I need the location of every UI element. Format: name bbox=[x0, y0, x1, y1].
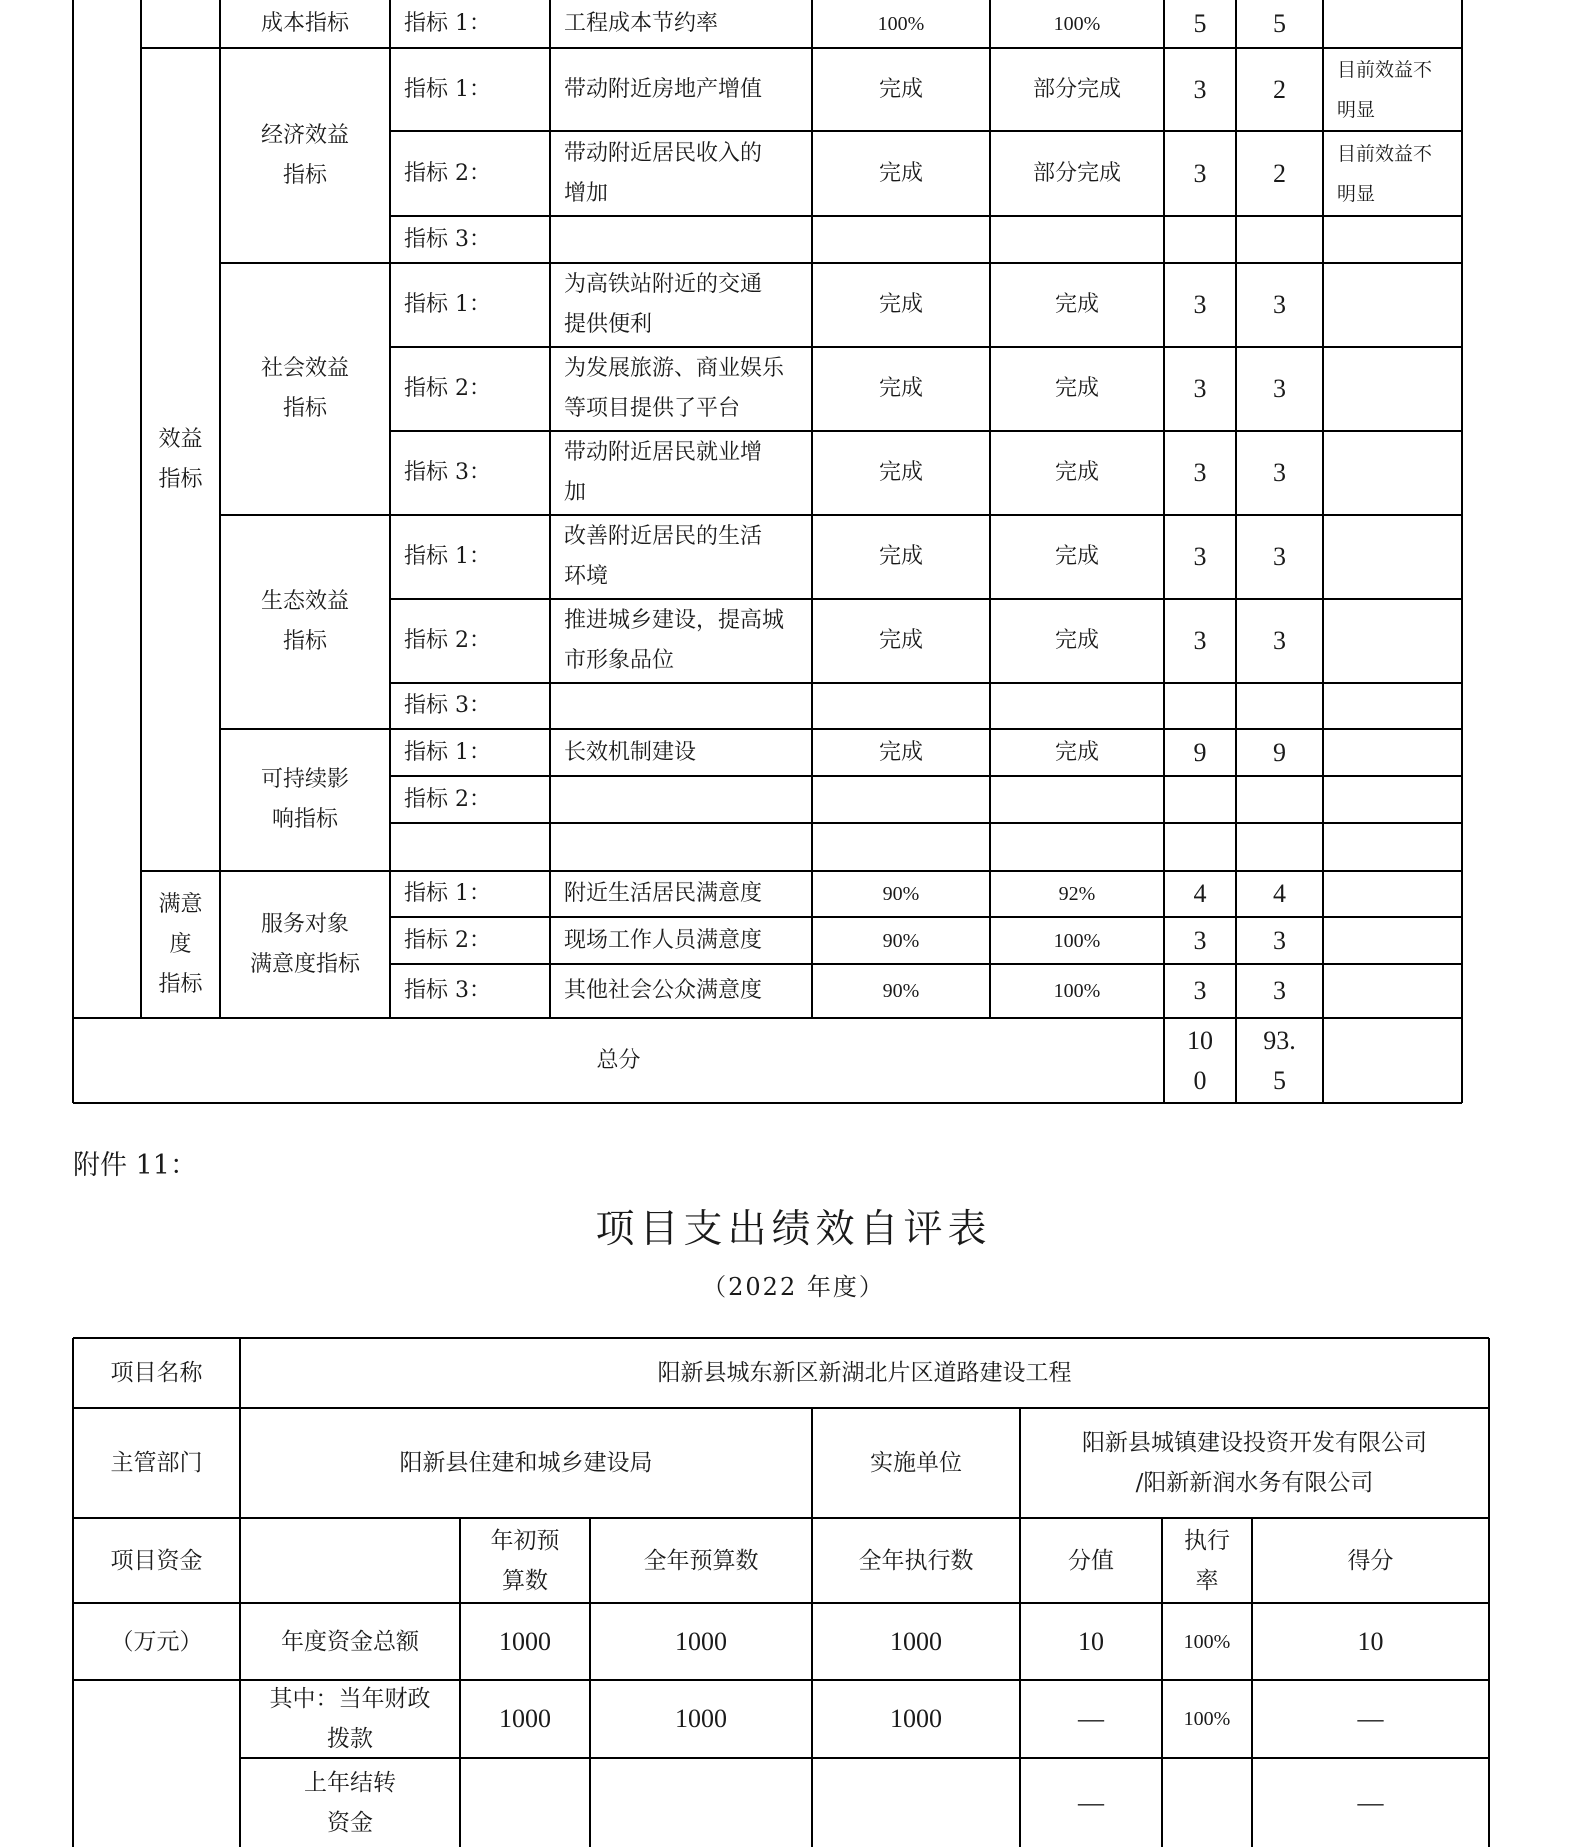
funds-score: 10 bbox=[1357, 1626, 1384, 1656]
dept-label: 主管部门 bbox=[110, 1450, 203, 1476]
indicator-target bbox=[812, 683, 990, 729]
indicator-index: 指标 1： bbox=[404, 544, 491, 569]
indicator-target: 90% bbox=[882, 883, 920, 905]
indicator-actual: 完成 bbox=[1054, 544, 1099, 569]
indicator-name: 现场工作人员满意度 bbox=[564, 927, 763, 953]
indicator-target: 完成 bbox=[878, 160, 923, 186]
total-score: 93. 5 bbox=[1263, 1025, 1296, 1095]
indicator-note: 目前效益不 明显 bbox=[1337, 142, 1433, 205]
indicator-name: 带动附近居民收入的 增加 bbox=[564, 140, 763, 206]
indicator-score: 3 bbox=[1273, 458, 1286, 487]
indicator-actual: 部分完成 bbox=[1032, 76, 1121, 102]
indicator-weight: 3 bbox=[1193, 925, 1207, 955]
indicator-note: 目前效益不 明显 bbox=[1337, 58, 1433, 121]
indicator-note bbox=[1323, 917, 1462, 964]
form-year: （2022 年度） bbox=[702, 1273, 885, 1301]
funds-weight: 10 bbox=[1078, 1626, 1104, 1656]
indicator-score: 3 bbox=[1273, 290, 1286, 319]
indicator-weight: 5 bbox=[1193, 9, 1207, 38]
indicator-weight: 3 bbox=[1193, 374, 1207, 403]
indicator-weight: 9 bbox=[1193, 737, 1207, 767]
category-cost: 成本指标 bbox=[260, 11, 349, 36]
indicator-target bbox=[812, 823, 990, 871]
indicator-target bbox=[812, 776, 990, 823]
indicator-name bbox=[550, 823, 812, 871]
indicator-name: 带动附近居民就业增 加 bbox=[564, 440, 763, 505]
indicator-score: 5 bbox=[1273, 9, 1286, 38]
indicator-note bbox=[1323, 515, 1462, 599]
indicator-score: 4 bbox=[1273, 879, 1286, 908]
header-weight: 分值 bbox=[1068, 1547, 1114, 1574]
funds-label: 项目资金 bbox=[110, 1547, 203, 1574]
indicator-note bbox=[1323, 964, 1462, 1018]
funds-weight: — bbox=[1078, 1787, 1104, 1817]
indicator-target bbox=[812, 216, 990, 263]
indicator-score: 3 bbox=[1273, 976, 1286, 1005]
funds-annual bbox=[590, 1758, 812, 1847]
funds-executed bbox=[812, 1758, 1020, 1847]
dept-name: 阳新县住建和城乡建设局 bbox=[399, 1450, 653, 1476]
indicator-target: 完成 bbox=[878, 292, 923, 317]
indicator-note bbox=[1323, 776, 1462, 823]
indicator-score: 9 bbox=[1273, 737, 1286, 767]
indicator-target: 90% bbox=[882, 929, 920, 952]
funds-annual: 1000 bbox=[675, 1626, 727, 1656]
indicator-score bbox=[1236, 683, 1323, 729]
indicator-name bbox=[550, 683, 812, 729]
indicator-score bbox=[1236, 216, 1323, 263]
total-weight: 10 0 bbox=[1187, 1025, 1213, 1095]
funds-initial: 1000 bbox=[499, 1704, 551, 1733]
funds-initial bbox=[460, 1758, 590, 1847]
category-social: 社会效益 指标 bbox=[260, 356, 349, 421]
indicator-name: 长效机制建设 bbox=[564, 739, 697, 765]
funds-row-label: 年度资金总额 bbox=[281, 1628, 419, 1655]
indicator-actual: 完成 bbox=[1054, 292, 1099, 317]
indicator-actual bbox=[990, 216, 1164, 263]
indicator-weight: 4 bbox=[1193, 879, 1207, 908]
indicator-target: 完成 bbox=[878, 628, 923, 653]
indicator-weight: 3 bbox=[1193, 626, 1207, 655]
indicator-note bbox=[1323, 216, 1462, 263]
indicator-target: 100% bbox=[877, 13, 925, 35]
indicator-weight bbox=[1164, 683, 1236, 729]
project-name-label: 项目名称 bbox=[110, 1360, 203, 1386]
indicator-index: 指标 2： bbox=[404, 160, 491, 186]
indicator-name: 推进城乡建设，提高城 市形象品位 bbox=[564, 608, 785, 673]
indicator-score: 2 bbox=[1273, 158, 1286, 188]
indicator-index: 指标 3： bbox=[404, 978, 491, 1003]
indicator-score bbox=[1236, 776, 1323, 823]
group-benefit: 效益 指标 bbox=[158, 426, 203, 492]
indicator-weight bbox=[1164, 776, 1236, 823]
indicator-weight bbox=[1164, 823, 1236, 871]
indicator-index: 指标 3： bbox=[404, 460, 491, 485]
form-title: 项目支出绩效自评表 bbox=[595, 1207, 992, 1252]
indicator-weight bbox=[1164, 216, 1236, 263]
indicator-actual: 完成 bbox=[1054, 739, 1099, 765]
indicator-score bbox=[1236, 823, 1323, 871]
impl-label: 实施单位 bbox=[870, 1450, 962, 1476]
indicator-name: 附近生活居民满意度 bbox=[564, 881, 763, 906]
indicator-note bbox=[1323, 431, 1462, 515]
indicator-name: 工程成本节约率 bbox=[564, 11, 719, 36]
indicator-name: 改善附近居民的生活 环境 bbox=[564, 524, 763, 589]
indicator-name: 为发展旅游、商业娱乐 等项目提供了平台 bbox=[564, 356, 785, 421]
indicator-index bbox=[390, 823, 550, 871]
indicator-actual: 完成 bbox=[1054, 628, 1099, 653]
indicator-index: 指标 1： bbox=[404, 11, 491, 36]
indicator-index: 指标 1： bbox=[404, 76, 491, 102]
header-score: 得分 bbox=[1347, 1547, 1394, 1574]
funds-initial: 1000 bbox=[499, 1626, 551, 1656]
indicator-score: 2 bbox=[1273, 74, 1286, 104]
indicator-score: 3 bbox=[1273, 374, 1286, 403]
group-satisfaction: 满意 度 指标 bbox=[158, 891, 203, 997]
indicator-weight: 3 bbox=[1193, 290, 1207, 319]
indicator-name: 为高铁站附近的交通 提供便利 bbox=[564, 272, 763, 337]
indicator-weight: 3 bbox=[1193, 158, 1207, 188]
indicator-index: 指标 2： bbox=[404, 927, 491, 953]
indicator-note bbox=[1323, 823, 1462, 871]
indicator-target: 完成 bbox=[878, 376, 923, 401]
indicator-note bbox=[1323, 729, 1462, 776]
indicator-note bbox=[1323, 263, 1462, 347]
annex-label: 附件 11： bbox=[73, 1150, 197, 1181]
header-annual-budget: 全年预算数 bbox=[643, 1547, 759, 1574]
indicator-index: 指标 1： bbox=[404, 739, 491, 765]
funds-rate: 100% bbox=[1183, 1630, 1231, 1653]
indicator-name bbox=[550, 216, 812, 263]
indicator-actual: 100% bbox=[1053, 929, 1101, 952]
indicator-index: 指标 3： bbox=[404, 693, 491, 718]
indicator-actual: 完成 bbox=[1054, 460, 1099, 485]
indicator-note bbox=[1323, 599, 1462, 683]
indicator-actual: 92% bbox=[1058, 883, 1096, 905]
indicator-score: 3 bbox=[1273, 925, 1286, 955]
funds-rate bbox=[1162, 1758, 1252, 1847]
funds-row-label: 上年结转 资金 bbox=[304, 1769, 396, 1836]
indicator-score: 3 bbox=[1273, 626, 1286, 655]
indicator-note bbox=[1323, 347, 1462, 431]
indicator-target: 完成 bbox=[878, 739, 923, 765]
funds-score: — bbox=[1357, 1704, 1384, 1733]
indicator-weight: 3 bbox=[1193, 74, 1207, 104]
funds-executed: 1000 bbox=[890, 1704, 942, 1733]
indicator-score: 3 bbox=[1273, 542, 1286, 571]
indicator-target: 完成 bbox=[878, 460, 923, 485]
indicator-actual: 100% bbox=[1053, 980, 1101, 1002]
indicator-target: 完成 bbox=[878, 544, 923, 569]
indicator-note bbox=[1323, 683, 1462, 729]
funds-unit: （万元） bbox=[110, 1628, 203, 1655]
indicator-target: 90% bbox=[882, 980, 920, 1002]
indicator-actual: 完成 bbox=[1054, 376, 1099, 401]
total-label: 总分 bbox=[596, 1047, 641, 1073]
indicator-index: 指标 3： bbox=[404, 226, 491, 252]
indicator-actual: 部分完成 bbox=[1032, 160, 1121, 186]
indicator-index: 指标 1： bbox=[404, 292, 491, 317]
funds-weight: — bbox=[1078, 1704, 1104, 1733]
indicator-name: 带动附近房地产增值 bbox=[564, 76, 763, 102]
indicator-weight: 3 bbox=[1193, 542, 1207, 571]
indicator-actual bbox=[990, 776, 1164, 823]
indicator-target: 完成 bbox=[878, 76, 923, 102]
indicator-index: 指标 2： bbox=[404, 376, 491, 401]
category-service-satisfaction: 服务对象 满意度指标 bbox=[249, 911, 360, 977]
indicator-index: 指标 2： bbox=[404, 628, 491, 653]
category-ecological: 生态效益 指标 bbox=[260, 589, 349, 654]
header-initial-budget: 年初预 算数 bbox=[490, 1527, 560, 1594]
header-executed: 全年执行数 bbox=[858, 1547, 974, 1574]
indicator-note bbox=[1323, 0, 1462, 48]
indicator-index: 指标 2： bbox=[404, 786, 491, 812]
indicator-weight: 3 bbox=[1193, 976, 1207, 1005]
indicator-weight: 3 bbox=[1193, 458, 1207, 487]
funds-executed: 1000 bbox=[890, 1626, 942, 1656]
funds-rate: 100% bbox=[1183, 1708, 1231, 1730]
impl-name: 阳新县城镇建设投资开发有限公司 /阳新新润水务有限公司 bbox=[1082, 1430, 1427, 1496]
indicator-name bbox=[550, 776, 812, 823]
indicator-actual: 100% bbox=[1053, 13, 1101, 35]
indicator-note bbox=[1323, 871, 1462, 917]
funds-annual: 1000 bbox=[675, 1704, 727, 1733]
category-economic: 经济效益 指标 bbox=[260, 122, 349, 188]
indicator-actual bbox=[990, 823, 1164, 871]
funds-score: — bbox=[1357, 1787, 1384, 1817]
header-rate: 执行 率 bbox=[1184, 1527, 1230, 1594]
funds-row-label: 其中：当年财政 拨款 bbox=[269, 1686, 431, 1752]
indicator-actual bbox=[990, 683, 1164, 729]
indicator-index: 指标 1： bbox=[404, 881, 491, 906]
project-name: 阳新县城东新区新湖北片区道路建设工程 bbox=[657, 1360, 1072, 1386]
category-sustainable: 可持续影 响指标 bbox=[260, 767, 349, 832]
indicator-name: 其他社会公众满意度 bbox=[564, 978, 763, 1003]
